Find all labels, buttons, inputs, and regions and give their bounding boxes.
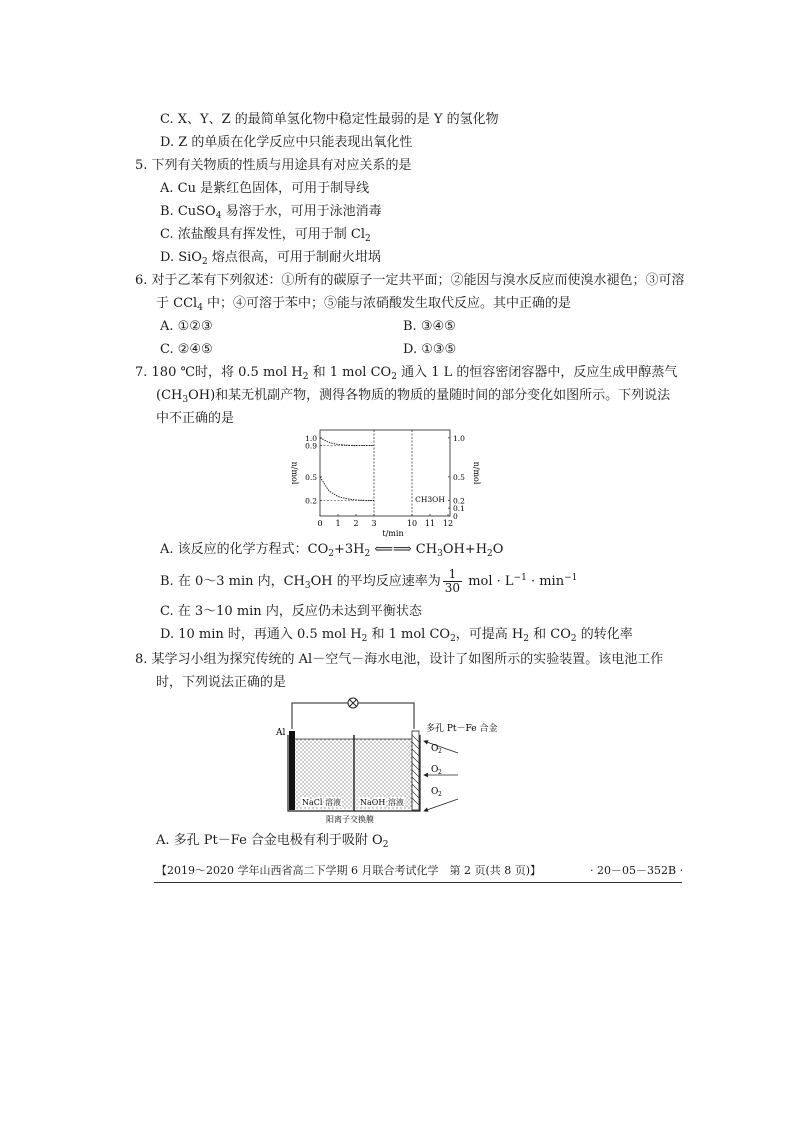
x-tick-label-11: 11 bbox=[424, 519, 436, 528]
y-right-axis-label: n/mol bbox=[472, 461, 481, 485]
x-tick-label-2: 2 bbox=[353, 519, 359, 528]
svg-text:O: O bbox=[431, 744, 439, 754]
y-right-tick-label-0.2: 0.2 bbox=[453, 496, 465, 506]
x-axis-label: t/min bbox=[382, 529, 404, 538]
q6-option-b: B. ③④⑤ bbox=[403, 319, 456, 334]
q5-option-a: A. Cu 是紫红色固体，可用于制导线 bbox=[160, 181, 370, 196]
x-tick-label-3: 3 bbox=[371, 519, 377, 528]
footer-code: · 20－05－352B · bbox=[590, 864, 684, 877]
y-left-tick-label-0.9: 0.9 bbox=[305, 441, 317, 451]
naoh-label: NaOH 溶液 bbox=[360, 798, 404, 807]
al-electrode bbox=[289, 731, 295, 810]
q5-option-c: C. 浓盐酸具有挥发性，可用于制 $Cl_2$ bbox=[160, 227, 371, 244]
footer-page-info: 【2019～2020 学年山西省高二下学期 6 月联合考试化学 第 2 页(共 8 页)】 bbox=[156, 864, 542, 877]
x-tick-label-1: 1 bbox=[335, 519, 341, 528]
y-right-tick-label-0.1: 0.1 bbox=[453, 504, 465, 514]
q6-option-c: C. ②④⑤ bbox=[160, 342, 213, 357]
series-line-1 bbox=[320, 438, 374, 446]
q6-option-d: D. ①③⑤ bbox=[403, 342, 457, 357]
q4-option-c: C. X、Y、Z 的最简单氢化物中稳定性最弱的是 Y 的氢化物 bbox=[160, 112, 499, 127]
svg-text:2: 2 bbox=[438, 791, 442, 798]
q7-option-c: C. 在 3～10 min 内，反应仍未达到平衡状态 bbox=[160, 604, 422, 619]
q6-stem-line1: 6. 对于乙苯有下列叙述：①所有的碳原子一定共平面；②能因与溴水反应而使溴水褪色；③可溶 bbox=[135, 273, 685, 288]
y-left-axis-label: n/mol bbox=[290, 461, 299, 485]
svg-text:O: O bbox=[431, 787, 439, 797]
x-tick-label-10: 10 bbox=[406, 519, 418, 528]
x-tick-label-0: 0 bbox=[317, 519, 323, 528]
q5-option-b: B. CuSO$_4$ 易溶于水，可用于泳池消毒 bbox=[160, 204, 382, 221]
svg-text:2: 2 bbox=[438, 769, 442, 776]
y-right-tick-label-1.0: 1.0 bbox=[453, 433, 465, 443]
alloy-label: 多孔 Pt－Fe 合金 bbox=[426, 724, 498, 734]
q7-stem-line3: 中不正确的是 bbox=[156, 411, 235, 426]
svg-text:O: O bbox=[431, 765, 439, 775]
q4-option-d: D. Z 的单质在化学反应中只能表现出氧化性 bbox=[160, 135, 413, 150]
footer-rule bbox=[154, 882, 682, 883]
y-left-tick-label-0.2: 0.2 bbox=[305, 496, 317, 506]
nacl-label: NaCl 溶液 bbox=[302, 798, 341, 807]
y-left-tick-label-1.0: 1.0 bbox=[305, 433, 317, 443]
ch3oh-annotation: CH3OH bbox=[415, 494, 445, 504]
q8-stem-line2: 时，下列说法正确的是 bbox=[156, 675, 287, 690]
q7-option-d: D. 10 min 时，再通入 0.5 mol $H_2$ 和 1 mol $CO_2$，可提高 $H_2$ 和 $CO_2$ 的转化率 bbox=[160, 627, 633, 644]
q8-stem-line1: 8. 某学习小组为探究传统的 Al－空气－海水电池，设计了如图所示的实验装置。该电池工作 bbox=[135, 652, 664, 667]
rate-fraction: $\frac{1}{30}$ bbox=[444, 567, 461, 595]
q5-option-d: D. SiO$_2$ 熔点很高，可用于制耐火坩埚 bbox=[160, 250, 381, 267]
q8-option-a: A. 多孔 Pt－Fe 合金电极有利于吸附 $O_2$ bbox=[156, 833, 389, 850]
y-left-tick-label-0.5: 0.5 bbox=[305, 472, 317, 482]
membrane-label: 阳离子交换膜 bbox=[326, 815, 374, 824]
y-right-tick-label-0.5: 0.5 bbox=[453, 472, 465, 482]
svg-text:2: 2 bbox=[438, 748, 442, 755]
q6-option-a: A. ①②③ bbox=[160, 319, 213, 334]
o2-label-1 bbox=[431, 744, 442, 755]
x-tick-label-12: 12 bbox=[442, 519, 454, 528]
battery-apparatus-diagram bbox=[268, 695, 498, 824]
q7-option-b: B. 在 0～3 min 内，$CH_3OH$ 的平均反应速率为 $\frac{1}{30}$ mol · $L^{-1} \cdot \min^{-1}$ bbox=[160, 567, 578, 595]
q7-stem-line1: 7. 180 ℃时，将 0.5 mol $H_2$ 和 1 mol $CO_2$ 通入 1 L 的恒容密闭容器中，反应生成甲醇蒸气 bbox=[135, 365, 678, 382]
q6-stem-line2: 于 CCl$_4$ 中；④可溶于苯中；⑤能与浓硝酸发生取代反应。其中正确的是 bbox=[156, 296, 572, 313]
o2-label-3 bbox=[431, 787, 442, 798]
q5-stem: 5. 下列有关物质的性质与用途具有对应关系的是 bbox=[135, 158, 412, 173]
al-label: Al bbox=[276, 728, 286, 738]
y-right-tick-label-0: 0 bbox=[453, 512, 458, 521]
q7-option-a: A. 该反应的化学方程式：$CO_2+3H_2$ ⟸⟹ $CH_3OH+H_2O$ bbox=[160, 542, 504, 559]
q7-chart bbox=[282, 420, 482, 538]
o2-label-2 bbox=[431, 765, 442, 776]
q7-stem-line2: $(CH_3OH)$和某无机副产物，测得各物质的物质的量随时间的部分变化如图所示。下列说法 bbox=[156, 388, 671, 405]
series-line-2 bbox=[320, 477, 374, 501]
